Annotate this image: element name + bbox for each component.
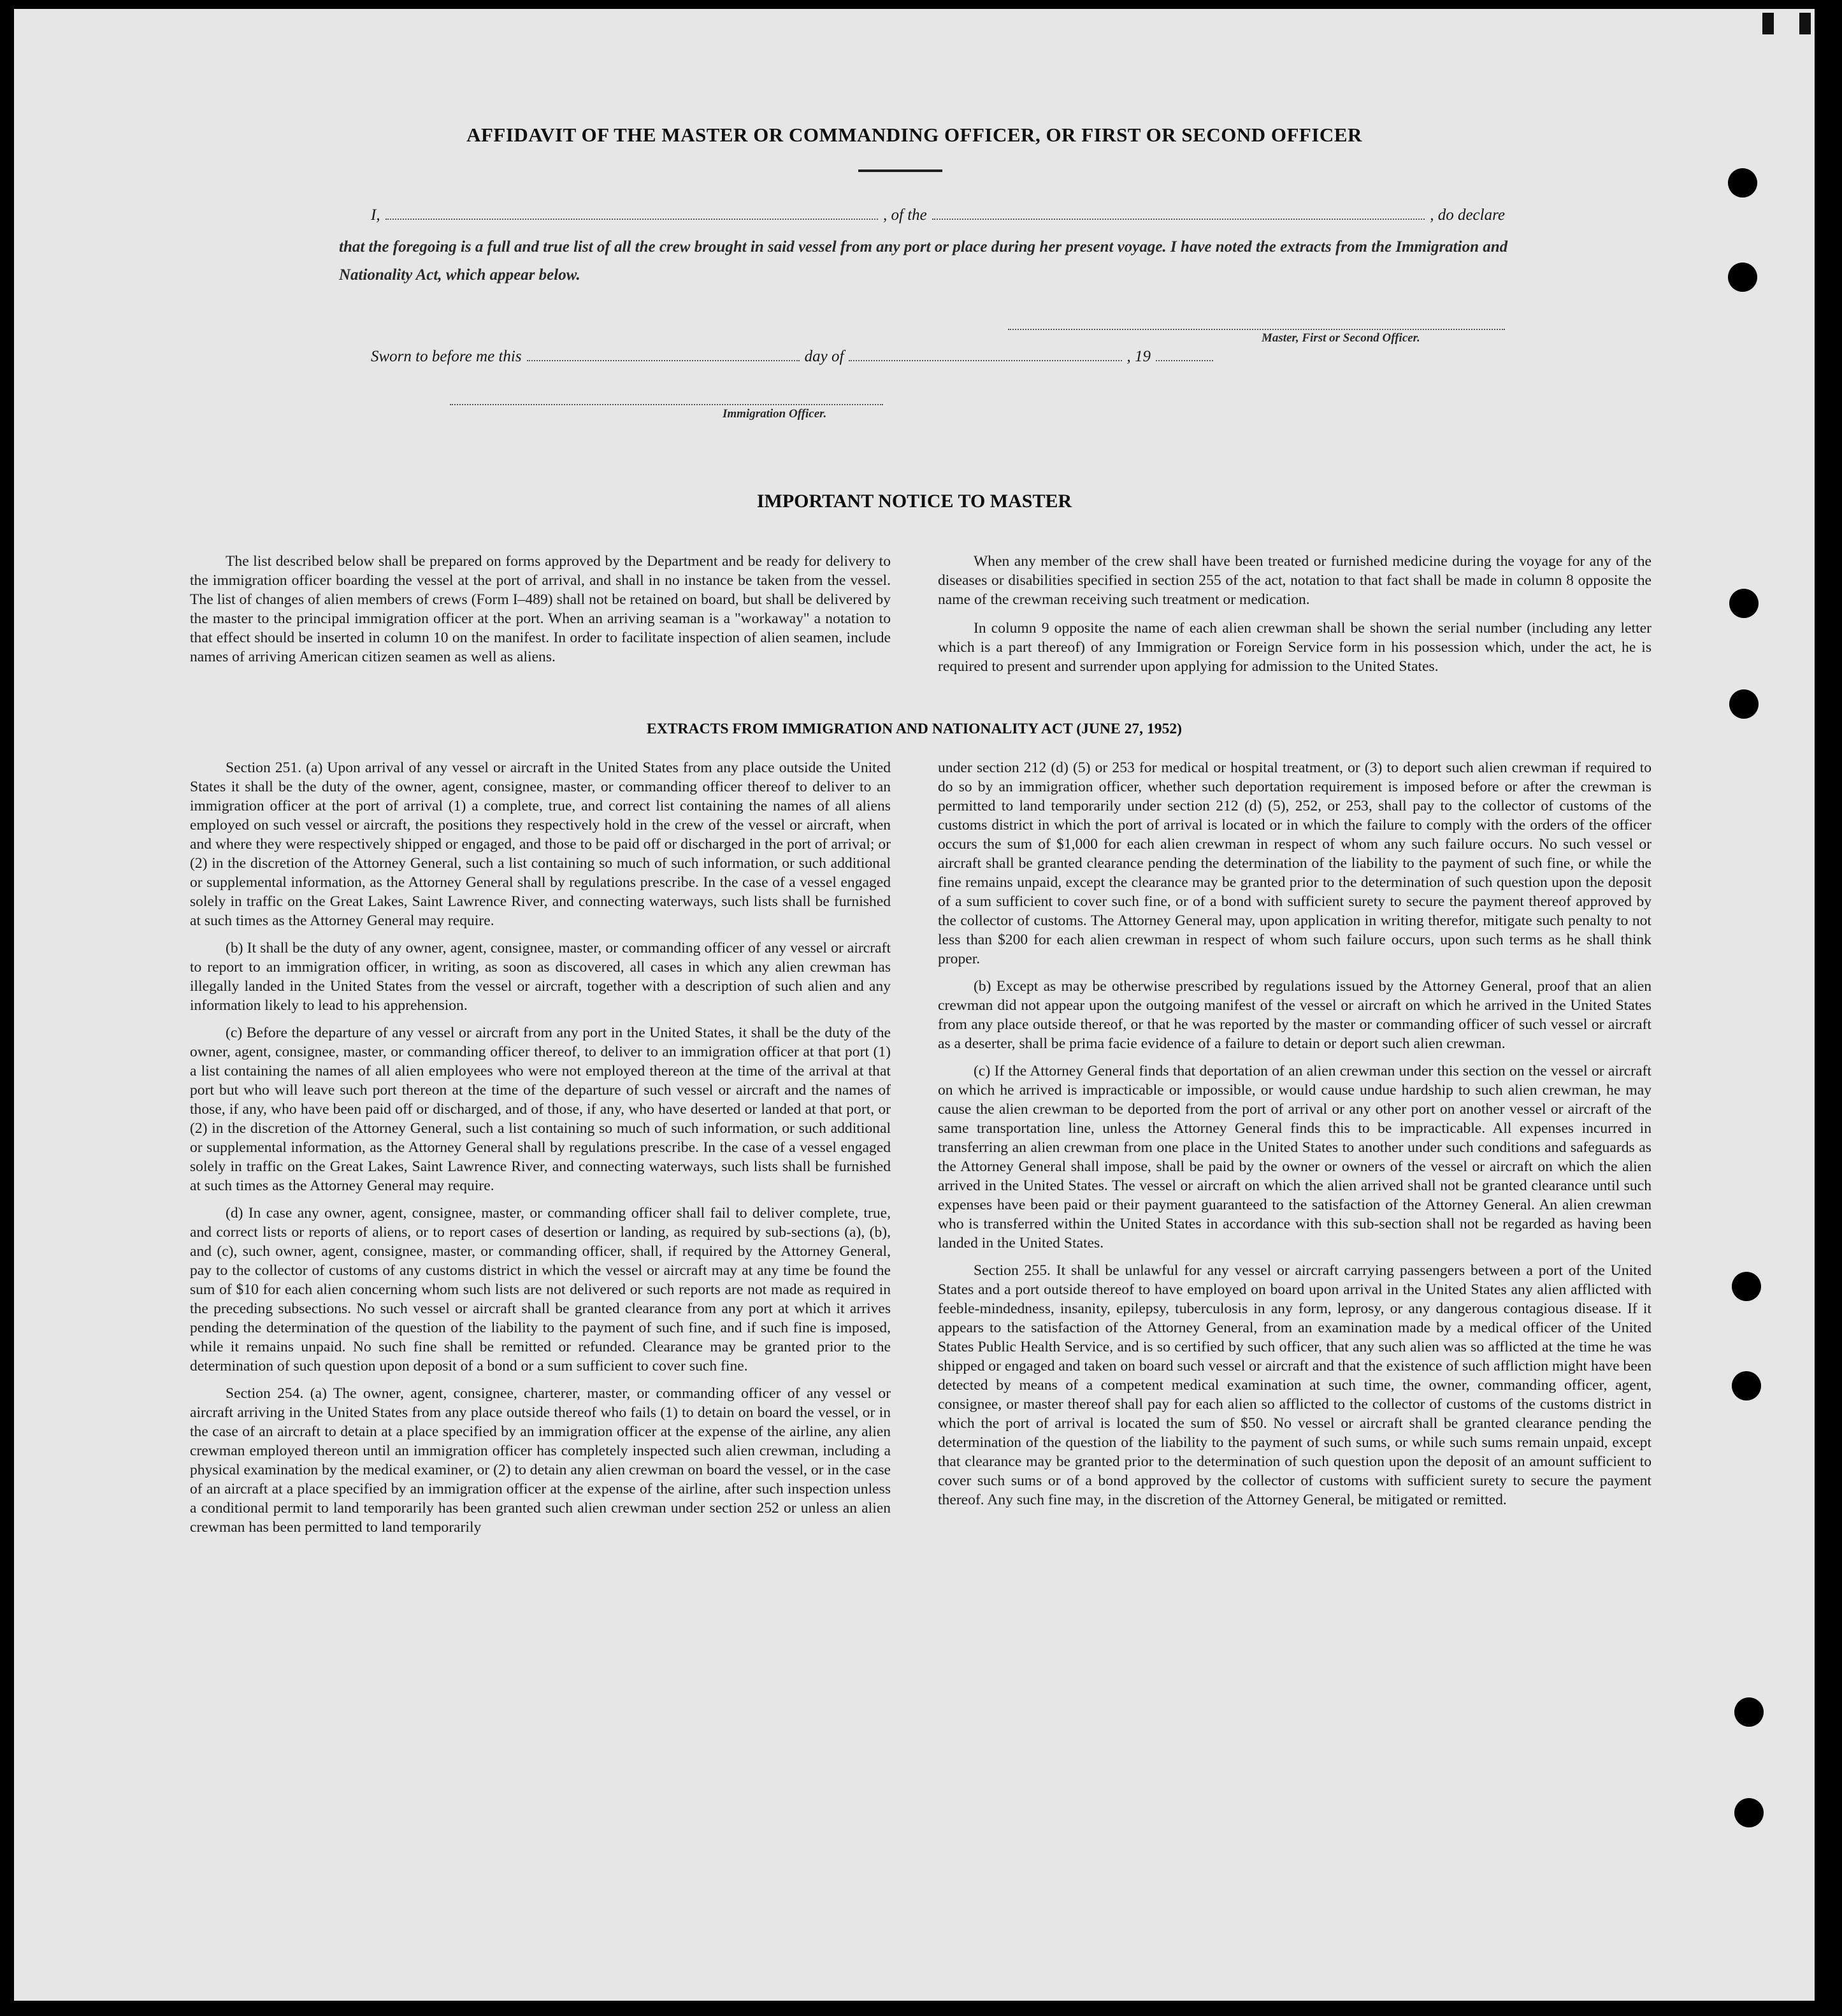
notice-right-column	[938, 552, 1651, 676]
extracts-left-column	[190, 758, 891, 1537]
extracts-right-column	[938, 758, 1651, 1509]
sworn-line	[371, 348, 1218, 366]
notice-paragraph: In column 9 opposite the name of each alien crewman shall be shown the serial number (including any letter which is a part thereof) of any Immigration or Foreign Service form in his possession which, under the act, he is required to present and surrender upon applying for admission to the United States.	[938, 620, 1651, 675]
binder-hole	[1729, 689, 1759, 719]
declare-of: , of the	[883, 206, 927, 224]
section-251b: (b) It shall be the duty of any owner, agent, consignee, master, or commanding officer of any vessel or aircraft to report to an immigration officer, in writing, as soon as discovered, all cases in which any alien crewman has illegally landed in the United States from the vessel or aircraft, together with a description of such alien and any information likely to lead to his apprehension.	[190, 940, 891, 1014]
notice-left-column	[190, 552, 891, 666]
extracts-title: EXTRACTS FROM IMMIGRATION AND NATIONALITY ACT (JUNE 27, 1952)	[646, 721, 1183, 737]
binder-hole	[1728, 168, 1757, 198]
sworn-prefix: Sworn to before me this	[371, 348, 522, 365]
master-signature-line	[1008, 329, 1505, 330]
binder-hole	[1734, 1697, 1764, 1727]
declare-end: , do declare	[1430, 206, 1505, 224]
master-caption: Master, First or Second Officer.	[1262, 331, 1420, 345]
affidavit-statement: that the foregoing is a full and true list of all the crew brought in said vessel from any port or place during her present voyage. I have noted the extracts from the Immigration and Nationality Act, which appear below.	[339, 238, 1508, 284]
declaration-line	[371, 206, 1505, 224]
binder-hole	[1728, 263, 1757, 292]
corner-registration-marks	[1762, 13, 1811, 34]
officer-signature-line	[450, 404, 883, 405]
document-page	[14, 9, 1815, 2001]
section-255: Section 255. It shall be unlawful for any vessel or aircraft carrying passengers between a port of the United States and a port outside thereof to have employed on board upon arrival in the United States any alien afflicted with feeble-mindedness, insanity, epilepsy, tuberculosis in any form, leprosy, or any dangerous contagious disease. If it appears to the satisfaction of the Attorney General, from an examination made by a medical officer of the United States Public Health Service, and is so certified by such officer, that any such alien was so afflicted at the time he was shipped or engaged and taken on board such vessel or aircraft and that the existence of such affliction might have been detected by means of a competent medical examination at such time, the owner, commanding officer, agent, consignee, or master thereof shall pay for each alien so afflicted to the collector of customs of the customs district in which the port of arrival is located the sum of $50. No vessel or aircraft shall be granted clearance pending the determination of the question of the liability to the payment of such sums, or while such sums remain unpaid, except that clearance may be granted prior to the determination of such question upon the deposit of an amount sufficient to cover such sums or of a bond approved by the collector of customs with sufficient surety to secure the payment thereof. Any such fine may, in the discretion of the Attorney General, be mitigated or remitted.	[938, 1262, 1651, 1508]
binder-hole	[1732, 1272, 1761, 1301]
notice-paragraph: When any member of the crew shall have been treated or furnished medicine during the voyage for any of the diseases or disabilities specified in section 255 of the act, notation to that fact shall be made in column 8 opposite the name of the crewman receiving such treatment or medication.	[938, 553, 1651, 608]
section-254c: (c) If the Attorney General finds that deportation of an alien crewman under this section on the vessel or aircraft on which he arrived is impracticable or impossible, or would cause undue hardship to such alien crewman, he may cause the alien crewman to be deported from the port of arrival or any other port on another vessel or aircraft of the same transportation line, unless the Attorney General finds this to be impracticable. All expenses incurred in transferring an alien crewman from one place in the United States to another under such conditions and safeguards as the Attorney General shall impose, shall be paid by the owner or owners of the vessel or aircraft on which the alien arrived in the United States. The vessel or aircraft on which the alien arrived shall not be granted clearance until such expenses have been paid or their payment guaranteed to the satisfaction of the Attorney General. An alien crewman who is transferred within the United States in accordance with this sub-section shall not be regarded as having been landed in the United States.	[938, 1063, 1651, 1251]
section-254a: Section 254. (a) The owner, agent, consignee, charterer, master, or commanding officer of any vessel or aircraft arriving in the United States from any place outside thereof who fails (1) to detain on board the vessel, or in the case of an aircraft to detain at a place specified by an immigration officer at the expense of the airline, any alien crewman employed thereon until an immigration officer has completely inspected such alien crewman, including a physical examination by the medical examiner, or (2) to detain any alien crewman on board the vessel, or in the case of an aircraft at a place specified by an immigration officer at the expense of the airline, after such inspection unless a conditional permit to land temporarily has been granted such alien crewman under section 252 or unless an alien crewman has been permitted to land temporarily	[190, 1385, 891, 1536]
name-blank	[385, 207, 878, 220]
notice-paragraph: The list described below shall be prepared on forms approved by the Department and be ready for delivery to the immigration officer boarding the vessel at the port of arrival, and shall in no instance be taken from the vessel. The list of changes of alien members of crews (Form I–489) shall not be retained on board, but shall be delivered by the master to the principal immigration officer at the port. When an arriving seaman is a "workaway" a notation to that effect should be inserted in column 10 on the manifest. In order to facilitate inspection of alien seamen, include names of arriving American citizen seamen as well as aliens.	[190, 553, 891, 665]
officer-caption: Immigration Officer.	[723, 407, 827, 421]
binder-hole	[1729, 589, 1759, 618]
month-blank	[849, 349, 1121, 361]
sworn-year: , 19	[1126, 348, 1151, 365]
section-254a-continued: under section 212 (d) (5) or 253 for medical or hospital treatment, or (3) to deport such alien crewman if required to do so by an immigration officer, whether such deportation requirement is imposed before or after the crewman is permitted to land temporarily under section 212 (d) (5), 252, or 253, shall pay to the collector of customs of the customs district in which the port of arrival is located or in which the failure to comply with the orders of the officer occurs the sum of $1,000 for each alien crewman in respect of whom any such failure occurs. No such vessel or aircraft shall be granted clearance pending the determination of the liability to the payment of such fine, or while the fine remains unpaid, except the clearance may be granted prior to the determination of such question upon the deposit of a sum sufficient to cover such fine, or of a bond with sufficient surety to secure the payment thereof approved by the collector of customs. The Attorney General may, upon application in writing therefor, mitigate such penalty to not less than $200 for each alien crewman in respect of whom such failure occurs, upon such terms as he shall think proper.	[938, 760, 1651, 967]
declare-start: I,	[371, 206, 380, 224]
vessel-blank	[932, 207, 1425, 220]
binder-hole	[1732, 1371, 1761, 1400]
section-251c: (c) Before the departure of any vessel or aircraft from any port in the United States, it shall be the duty of the owner, agent, consignee, master, or commanding officer thereof, to deliver to an immigration officer at that port (1) a list containing the names of all alien employees who were not employed thereon at the time of the arrival at that port but who will leave such port thereon at the time of the departure of such vessel or aircraft and the names of those, if any, who have been paid off or discharged, and of those, if any, who have deserted or landed at that port, or (2) in the discretion of the Attorney General, such a list containing so much of such information, or such additional or supplemental information, as the Attorney General shall by regulations prescribe. In the case of a vessel engaged solely in traffic on the Great Lakes, Saint Lawrence River, and connecting waterways, such lists shall be furnished at such times as the Attorney General may require.	[190, 1025, 891, 1194]
section-251d: (d) In case any owner, agent, consignee, master, or commanding officer shall fail to deliver complete, true, and correct lists or reports of aliens, or to report cases of desertion or landing, as required by sub-sections (a), (b), and (c), such owner, agent, consignee, master, or commanding officer, shall, if required by the Attorney General, pay to the collector of customs of any customs district in which the vessel or aircraft may at any time be found the sum of $10 for each alien concerning whom such lists are not delivered or such reports are not made as required in the preceding subsections. No such vessel or aircraft shall be granted clearance from any port at which it arrives pending the determination of the question of the liability to the payment of such fine, and if such fine is imposed, while it remains unpaid. No such fine shall be remitted or refunded. Clearance may be granted prior to the determination of such question upon deposit of a bond or a sum sufficient to cover such fine.	[190, 1205, 891, 1374]
title-rule	[858, 169, 942, 172]
affidavit-title: AFFIDAVIT OF THE MASTER OR COMMANDING OFFICER, OR FIRST OR SECOND OFFICER	[466, 124, 1362, 146]
section-254b: (b) Except as may be otherwise prescribed by regulations issued by the Attorney General, proof that an alien crewman did not appear upon the outgoing manifest of the vessel or aircraft on which he arrived in the United States from any place outside thereof, or that he was reported by the master or commanding officer of such vessel or aircraft as a deserter, shall be prima facie evidence of a failure to detain or deport such alien crewman.	[938, 978, 1651, 1052]
binder-hole	[1734, 1798, 1764, 1827]
year-blank	[1156, 349, 1213, 361]
section-251a: Section 251. (a) Upon arrival of any vessel or aircraft in the United States from any place outside the United States it shall be the duty of the owner, agent, consignee, master, or commanding officer thereof to deliver to an immigration officer at the port of arrival (1) a complete, true, and correct list containing the names of all aliens employed on such vessel or aircraft, the positions they respectively hold in the crew of the vessel or aircraft, when and where they were respectively shipped or engaged, and those to be paid off or discharged in the port of arrival; or (2) in the discretion of the Attorney General, such a list containing so much of such information, or such additional or supplemental information, as the Attorney General shall by regulations prescribe. In the case of a vessel engaged solely in traffic on the Great Lakes, Saint Lawrence River, and connecting waterways, such lists shall be furnished at such times as the Attorney General may require.	[190, 760, 891, 929]
notice-title: IMPORTANT NOTICE TO MASTER	[756, 491, 1072, 512]
day-blank	[527, 349, 800, 361]
sworn-day: day of	[804, 348, 844, 365]
